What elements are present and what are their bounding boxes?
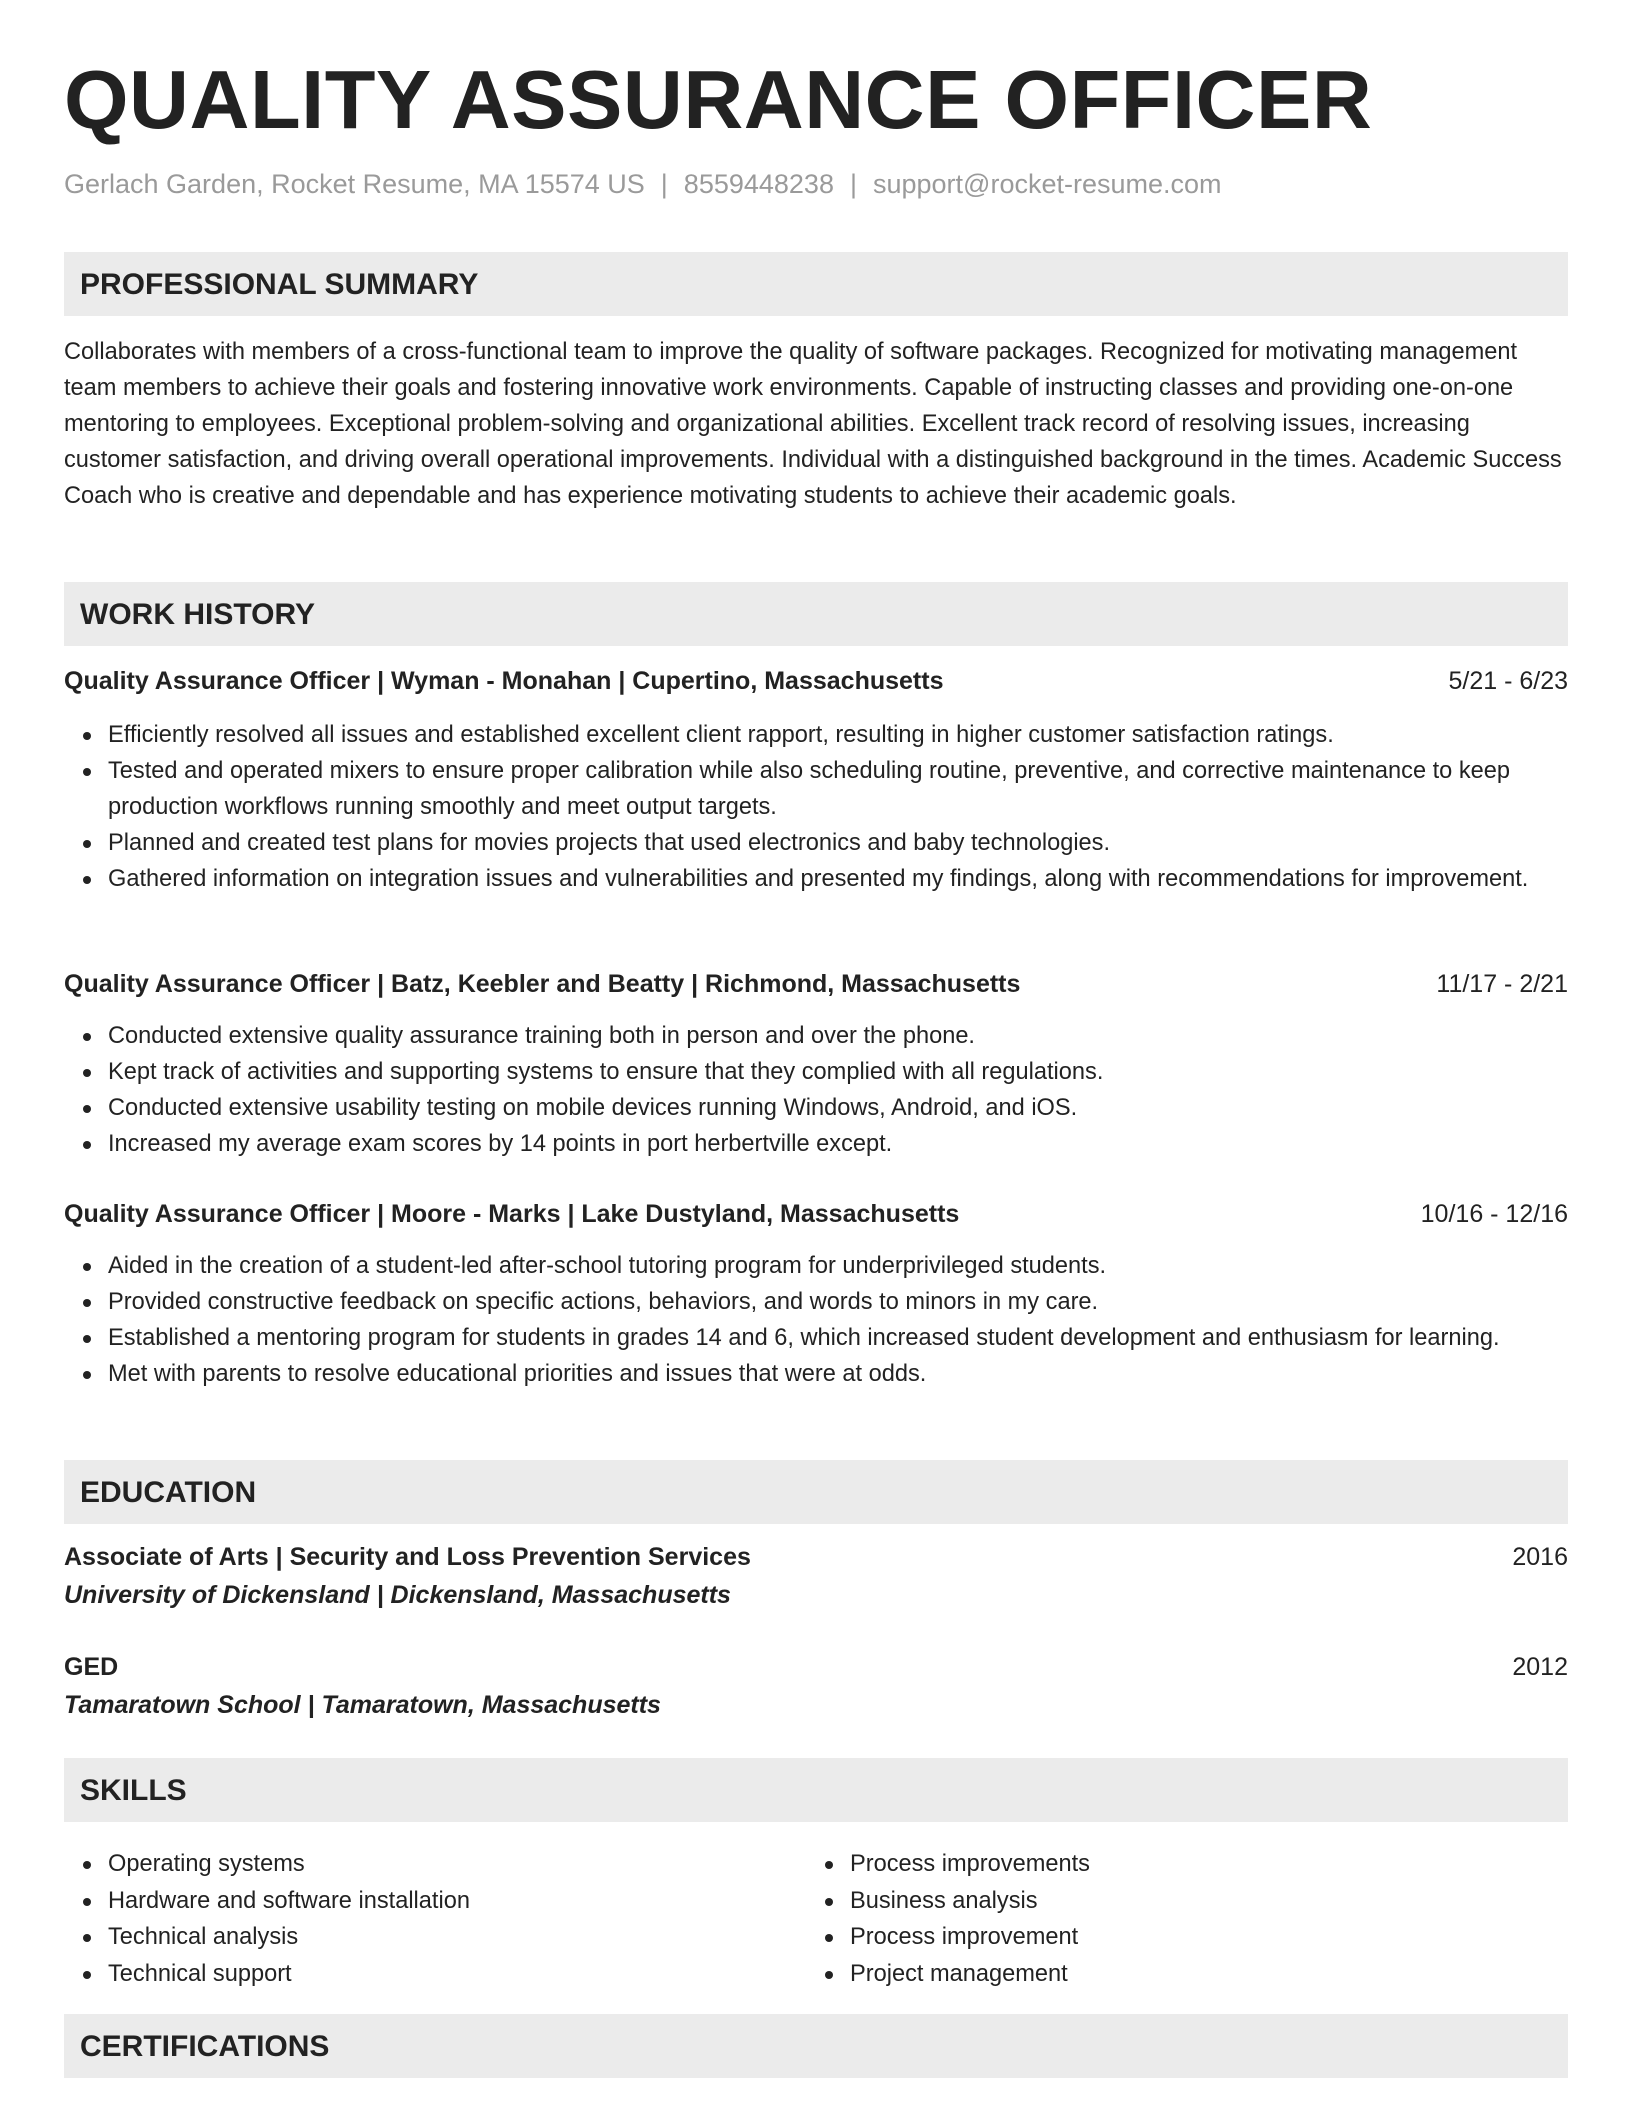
list-item: Conducted extensive usability testing on mobile devices running Windows, Android, and iOS. (108, 1090, 1568, 1126)
list-item: Planned and created test plans for movies projects that used electronics and baby technologies. (108, 825, 1568, 861)
job-heading (64, 967, 1568, 1001)
skill-item: Hardware and software installation (108, 1883, 808, 1920)
skill-item: Process improvements (850, 1846, 1550, 1883)
job-heading (64, 664, 1568, 698)
job-bullets (108, 1248, 1568, 1392)
contact-separator: | (849, 169, 857, 199)
contact-separator: | (660, 169, 668, 199)
education-school: University of Dickensland | Dickensland, Massachusetts (64, 1581, 731, 1609)
skill-item: Process improvement (850, 1919, 1550, 1956)
education-degree: GED (64, 1653, 119, 1681)
education-school: Tamaratown School | Tamaratown, Massachusetts (64, 1691, 661, 1719)
summary-text: Collaborates with members of a cross-functional team to improve the quality of software packages. Recognized for motivating management team members to achieve their goals and fostering innovative work environments. Capable of instructing classes and providing one-on-one mentoring to employees. Exceptional problem-solving and organizational abilities. Excellent track record of resolving issues, increasing customer satisfaction, and driving overall operational improvements. Individual with a distinguished background in the times. Academic Success Coach who is creative and dependable and has experience motivating students to achieve their academic goals. (64, 339, 1562, 509)
skill-item: Technical analysis (108, 1919, 808, 1956)
contact-phone: 8559448238 (683, 169, 834, 199)
job-dates: 10/16 - 12/16 (1420, 1200, 1568, 1228)
skill-item: Technical support (108, 1956, 808, 1993)
education-year: 2016 (1512, 1543, 1568, 1571)
skill-item: Operating systems (108, 1846, 808, 1883)
section-title: PROFESSIONAL SUMMARY (80, 268, 479, 301)
job-dates: 11/17 - 2/21 (1436, 970, 1568, 998)
job-bullets (108, 1018, 1568, 1162)
list-item: Aided in the creation of a student-led after-school tutoring program for underprivileged students. (108, 1248, 1568, 1284)
education-entry (64, 1540, 1568, 1612)
education-year: 2012 (1512, 1653, 1568, 1681)
job-bullets (108, 717, 1568, 897)
job-title: Quality Assurance Officer | Moore - Marks | Lake Dustyland, Massachusetts (64, 1200, 960, 1228)
section-header-education (64, 1460, 1568, 1524)
contact-email: support@rocket-resume.com (872, 169, 1222, 199)
section-title: CERTIFICATIONS (80, 2030, 330, 2063)
list-item: Conducted extensive quality assurance training both in person and over the phone. (108, 1018, 1568, 1054)
section-title: WORK HISTORY (80, 598, 316, 631)
skill-item: Business analysis (850, 1883, 1550, 1920)
list-item: Kept track of activities and supporting systems to ensure that they complied with all regulations. (108, 1054, 1568, 1090)
section-title: SKILLS (80, 1774, 187, 1807)
candidate-name: QUALITY ASSURANCE OFFICER (64, 53, 1373, 146)
job-heading (64, 1197, 1568, 1231)
education-degree: Associate of Arts | Security and Loss Prevention Services (64, 1543, 751, 1571)
section-header-summary (64, 252, 1568, 316)
list-item: Established a mentoring program for students in grades 14 and 6, which increased student development and enthusiasm for learning. (108, 1320, 1568, 1356)
list-item: Gathered information on integration issues and vulnerabilities and presented my findings, along with recommendations for improvement. (108, 861, 1568, 897)
section-header-work-history (64, 582, 1568, 646)
list-item: Provided constructive feedback on specific actions, behaviors, and words to minors in my care. (108, 1284, 1568, 1320)
list-item: Tested and operated mixers to ensure proper calibration while also scheduling routine, preventive, and corrective maintenance to keep production workflows running smoothly and meet output targets. (108, 753, 1568, 825)
section-header-skills (64, 1758, 1568, 1822)
contact-address: Gerlach Garden, Rocket Resume, MA 15574 US (64, 169, 645, 199)
job-dates: 5/21 - 6/23 (1448, 667, 1568, 695)
section-header-certifications (64, 2014, 1568, 2078)
list-item: Efficiently resolved all issues and established excellent client rapport, resulting in higher customer satisfaction ratings. (108, 717, 1568, 753)
skills-list-right (850, 1846, 1550, 1992)
list-item: Increased my average exam scores by 14 points in port herbertville except. (108, 1126, 1568, 1162)
contact-line (64, 168, 1222, 200)
education-entry (64, 1650, 1568, 1722)
list-item: Met with parents to resolve educational priorities and issues that were at odds. (108, 1356, 1568, 1392)
skill-item: Project management (850, 1956, 1550, 1993)
job-title: Quality Assurance Officer | Batz, Keebler and Beatty | Richmond, Massachusetts (64, 970, 1021, 998)
skills-list-left (108, 1846, 808, 1992)
job-title: Quality Assurance Officer | Wyman - Monahan | Cupertino, Massachusetts (64, 667, 944, 695)
section-title: EDUCATION (80, 1476, 257, 1509)
